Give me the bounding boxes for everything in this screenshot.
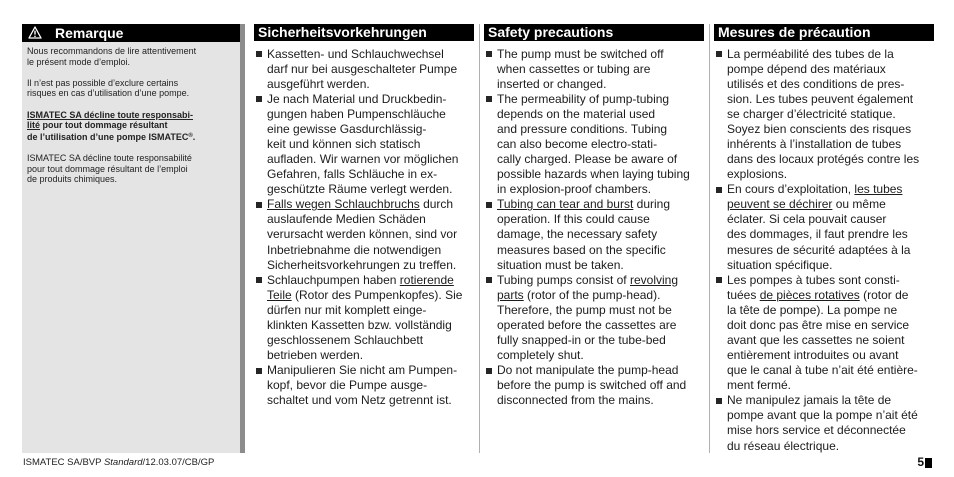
bullet-item [254, 197, 474, 272]
note-line [27, 131, 237, 143]
section-french [714, 24, 934, 454]
black-square-icon [925, 458, 932, 468]
text-segment: (rotor of the pump-head). [523, 287, 661, 302]
underlined-text: Falls wegen Schlauchbruchs [267, 197, 420, 212]
bullet-line: verursacht werden können, sind vor [267, 227, 458, 242]
bullet-line: cally charged. Please be aware of [497, 152, 678, 167]
bullet-line: when cassettes or tubing are [497, 61, 651, 76]
bullet-line: que le canal à tube n’ait été entière- [727, 363, 918, 378]
bullet-line: eine gewisse Gasdurchlässig- [267, 121, 427, 136]
bullet-line: ment fermé. [727, 378, 792, 393]
bullet-item [254, 47, 474, 92]
text-segment: durch [419, 197, 454, 212]
text-segment: /12.03.07/CB/GP [142, 457, 215, 468]
bullet-line: la tête de pompe). La pompe ne [727, 302, 898, 317]
bullet-item [484, 47, 704, 92]
text-segment: En cours d’exploitation, [727, 182, 855, 197]
square-bullet-icon [256, 202, 262, 208]
bullet-line: auslaufende Medien Schäden [267, 212, 426, 227]
bullet-line: aufladen. Wir warnen vor möglichen [267, 152, 459, 167]
underlined-text: peuvent se déchirer [727, 197, 833, 212]
bullet-line: sion. Les tubes peuvent également [727, 91, 914, 106]
square-bullet-icon [256, 51, 262, 57]
bullet-item [254, 92, 474, 198]
bullet-line: des dommages, il faut prendre les [727, 227, 908, 242]
bullet-line: damage, the necessary safety [497, 227, 658, 242]
text-segment: (rotor de [859, 287, 909, 302]
document-reference [23, 457, 214, 469]
bullet-line: can also become electro-stati- [497, 136, 658, 151]
bullet-line: éclater. Si cela pouvait causer [727, 212, 887, 227]
note-body [27, 46, 237, 195]
section-title: Sicherheitsvorkehrungen [254, 24, 474, 41]
bullet-line [497, 273, 704, 288]
text-segment: de l’utilisation d’une pompe ISMATEC [27, 131, 189, 142]
liability-notice [27, 110, 237, 143]
bullet-item [714, 47, 934, 183]
square-bullet-icon [486, 202, 492, 208]
bullet-line: inhérents à l’installation de tubes [727, 136, 902, 151]
note-line: le présent mode d’emploi. [27, 56, 131, 67]
page-number [917, 456, 932, 469]
bullet-line: dürfen nur mit komplett einge- [267, 302, 427, 317]
bullet-line: La perméabilité des tubes de la [727, 46, 894, 61]
bullet-item [714, 273, 934, 394]
bullet-line: schaltet und vom Netz getrennt ist. [267, 393, 452, 408]
bullet-line: and pressure conditions. Tubing [497, 121, 668, 136]
bullet-line: Gefahren, falls Schläuche in ex- [267, 167, 438, 182]
bullet-line: fully snapped-in or the tube-bed [497, 332, 666, 347]
section-title: Safety precautions [484, 24, 704, 41]
section-title: Mesures de précaution [714, 24, 934, 41]
bullet-line: darf nur bei ausgeschalteter Pumpe [267, 61, 458, 76]
bullet-line: operated before the cassettes are [497, 317, 677, 332]
note-line [27, 120, 237, 131]
warning-icon [28, 26, 42, 39]
bullet-line: Ne manipulez jamais la tête de [727, 393, 892, 408]
bullet-item [714, 393, 934, 453]
bullet-line: avant que les cassettes ne soient [727, 332, 905, 347]
bullet-item [484, 92, 704, 198]
text-segment: tuées [727, 287, 760, 302]
underlined-text: lité [27, 120, 41, 131]
bullet-line: Do not manipulate the pump-head [497, 363, 679, 378]
underlined-text: ISMATEC SA décline toute responsabi- [27, 109, 194, 120]
note-line: pour tout dommage résultant de l’emploi [27, 163, 188, 174]
bullet-line: disconnected from the mains. [497, 393, 654, 408]
square-bullet-icon [256, 277, 262, 283]
bullet-line [727, 182, 934, 197]
bullet-line: depends on the material used [497, 106, 656, 121]
underlined-text: revolving [629, 272, 678, 287]
bullet-list [484, 47, 704, 409]
bullet-line [727, 288, 934, 303]
bullet-line: geschlossenem Schlauchbett [267, 332, 424, 347]
square-bullet-icon [716, 398, 722, 404]
bullet-line: betrieben werden. [267, 348, 364, 363]
bullet-line: Inbetriebnahme die notwendigen [267, 242, 442, 257]
sidebar-edge-bar [240, 24, 245, 453]
square-bullet-icon [716, 187, 722, 193]
bullet-item [254, 273, 474, 363]
bullet-line: possible hazards when laying tubing [497, 167, 690, 182]
bullet-list [714, 47, 934, 454]
bullet-line: du réseau électrique. [727, 438, 840, 453]
bullet-line: utilisés et des conditions de pres- [727, 76, 905, 91]
section-german [254, 24, 474, 408]
text-segment: Tubing pumps consist of [497, 272, 630, 287]
bullet-line: inserted or changed. [497, 76, 607, 91]
underlined-text: parts [497, 287, 524, 302]
square-bullet-icon [256, 368, 262, 374]
bullet-line: mesures de sécurité adaptées à la [727, 242, 911, 257]
bullet-line: completely shut. [497, 348, 584, 363]
bullet-list [254, 47, 474, 409]
italic-text: Standard [103, 457, 143, 468]
text-segment: during [633, 197, 671, 212]
bullet-line: operation. If this could cause [497, 212, 650, 227]
text-segment: . [192, 131, 196, 142]
bullet-item [714, 182, 934, 272]
note-paragraph [27, 78, 237, 99]
bullet-line: in explosion-proof chambers. [497, 182, 652, 197]
bullet-line: doit donc pas être mise en service [727, 317, 910, 332]
note-paragraph [27, 46, 237, 67]
bullet-line: situation spécifique. [727, 257, 833, 272]
bullet-line: gungen haben Pumpenschläuche [267, 106, 446, 121]
bullet-item [254, 363, 474, 408]
bullet-line: se charger d’électricité statique. [727, 106, 896, 121]
bullet-line: before the pump is switched off and [497, 378, 687, 393]
text-segment: Schlauchpumpen haben [267, 272, 400, 287]
bullet-line: Soyez bien conscients des risques [727, 121, 912, 136]
bullet-line: explosions. [727, 167, 788, 182]
square-bullet-icon [486, 51, 492, 57]
page-number-label: 5 [917, 455, 924, 469]
section-english [484, 24, 704, 408]
text-segment: ISMATEC SA/BVP [23, 457, 104, 468]
bullet-line: Therefore, the pump must not be [497, 302, 672, 317]
bullet-item [484, 363, 704, 408]
underlined-text: Teile [267, 287, 292, 302]
note-line: risques en cas d’utilisation d’une pompe. [27, 88, 190, 99]
square-bullet-icon [486, 368, 492, 374]
square-bullet-icon [486, 277, 492, 283]
bullet-line: Manipulieren Sie nicht am Pumpen- [267, 363, 458, 378]
bullet-line: Kassetten- und Schlauchwechsel [267, 46, 444, 61]
bullet-line: pompe avant que la pompe n’ait été [727, 408, 918, 423]
bullet-line: situation must be taken. [497, 257, 624, 272]
underlined-text: rotierende [399, 272, 454, 287]
bullet-line: Sicherheitsvorkehrungen zu treffen. [267, 257, 457, 272]
text-segment: pour tout dommage résultant [40, 120, 168, 131]
underlined-text: de pièces rotatives [759, 287, 860, 302]
square-bullet-icon [716, 51, 722, 57]
bullet-line [727, 197, 934, 212]
bullet-line: The permeability of pump-tubing [497, 91, 670, 106]
underlined-text: Tubing can tear and burst [497, 197, 634, 212]
bullet-line [497, 288, 704, 303]
bullet-line: ausgeführt werden. [267, 76, 370, 91]
bullet-line: klinkten Kassetten bzw. vollständig [267, 317, 452, 332]
bullet-line [497, 197, 704, 212]
note-title: Remarque [55, 25, 124, 41]
bullet-line [267, 273, 474, 288]
column-divider [709, 24, 710, 453]
text-segment: ou même [832, 197, 886, 212]
bullet-line [267, 288, 474, 303]
bullet-line: entièrement introduites ou avant [727, 348, 899, 363]
note-line: ISMATEC SA décline toute responsabilité [27, 152, 192, 163]
square-bullet-icon [256, 96, 262, 102]
bullet-line: keit und können sich statisch [267, 136, 421, 151]
bullet-line: pompe dépend des matériaux [727, 61, 886, 76]
bullet-line: geschützte Räume verlegt werden. [267, 182, 453, 197]
bullet-line: mise hors service et déconnectée [727, 423, 906, 438]
bullet-line: Je nach Material und Druckbedin- [267, 91, 447, 106]
note-line: Nous recommandons de lire attentivement [27, 46, 197, 56]
underlined-text: les tubes [854, 182, 903, 197]
note-paragraph [27, 153, 237, 185]
bullet-line [267, 197, 474, 212]
note-header [22, 24, 240, 42]
note-line: de produits chimiques. [27, 174, 118, 185]
bullet-line: The pump must be switched off [497, 46, 664, 61]
bullet-item [484, 197, 704, 272]
square-bullet-icon [486, 96, 492, 102]
bullet-line: Les pompes à tubes sont consti- [727, 272, 900, 287]
bullet-line: measures based on the specific [497, 242, 666, 257]
bullet-line: kopf, bevor die Pumpe ausge- [267, 378, 428, 393]
square-bullet-icon [716, 277, 722, 283]
registered-mark: ® [188, 132, 193, 139]
bullet-line: dans des locaux protégés contre les [727, 152, 920, 167]
note-line [27, 110, 237, 121]
text-segment: (Rotor des Pumpenkopfes). Sie [291, 287, 463, 302]
bullet-item [484, 273, 704, 363]
column-divider [479, 24, 480, 453]
note-line: Il n’est pas possible d’exclure certains [27, 77, 179, 88]
note-box [22, 24, 240, 453]
